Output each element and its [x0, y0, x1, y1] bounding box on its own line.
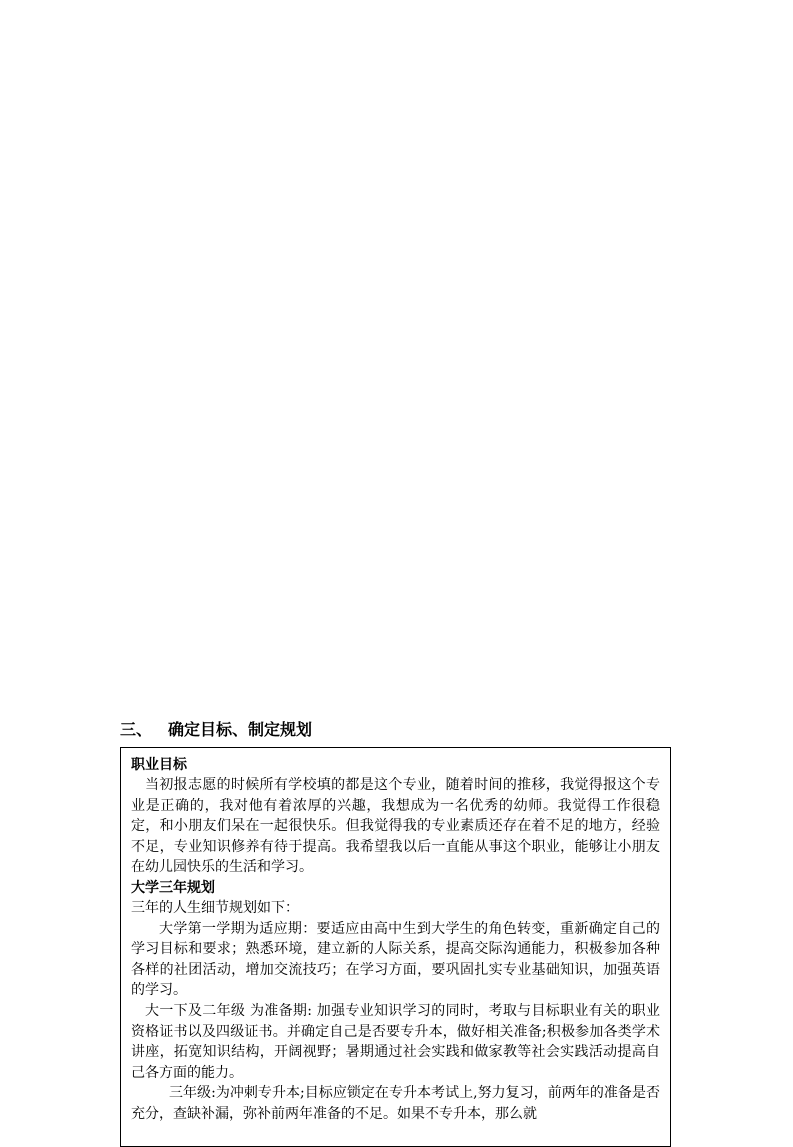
- section-title: 确定目标、制定规划: [168, 720, 313, 739]
- plan-stage-2: 大一下及二年级 为准备期: 加强专业知识学习的同时，考取与目标职业有关的职业资格证书以及四级证书。并确定自己是否要专升本，做好相关准备;积极参加各类学术讲座，拓宽知识结构，开阔视野；暑期通过社会实践和做家教等社会实践活动提高自己各方面的能力。: [131, 1002, 660, 1081]
- section-heading: [120, 718, 312, 742]
- section-number: 三、: [120, 720, 153, 739]
- career-goal-paragraph: 当初报志愿的时候所有学校填的都是这个专业，随着时间的推移，我觉得报这个专业是正确的，我对他有着浓厚的兴趣，我想成为一名优秀的幼师。我觉得工作很稳定，和小朋友们呆在一起很快乐。但我觉得我的专业素质还存在着不足的地方，经验不足，专业知识修养有待于提高。我希望我以后一直能从事这个职业，能够让小朋友在幼儿园快乐的生活和学习。: [131, 777, 660, 876]
- plan-stage-3: 三年级:为冲刺专升本;目标应锁定在专升本考试上,努力复习，前两年的准备是否充分，查缺补漏，弥补前两年准备的不足。如果不专升本，那么就: [131, 1085, 660, 1122]
- plan-intro: 三年的人生细节规划如下：: [131, 899, 299, 916]
- career-goal-heading: 职业目标: [131, 757, 187, 773]
- three-year-plan-heading: 大学三年规划: [131, 879, 215, 896]
- content-box: [120, 747, 671, 1147]
- plan-stage-1: 大学第一学期为适应期：要适应由高中生到大学生的角色转变，重新确定自己的学习目标和要求；熟悉环境，建立新的人际关系，提高交际沟通能力，积极参加各种各样的社团活动，增加交流技巧；在学习方面，要巩固扎实专业基础知识，加强英语的学习。: [131, 920, 660, 999]
